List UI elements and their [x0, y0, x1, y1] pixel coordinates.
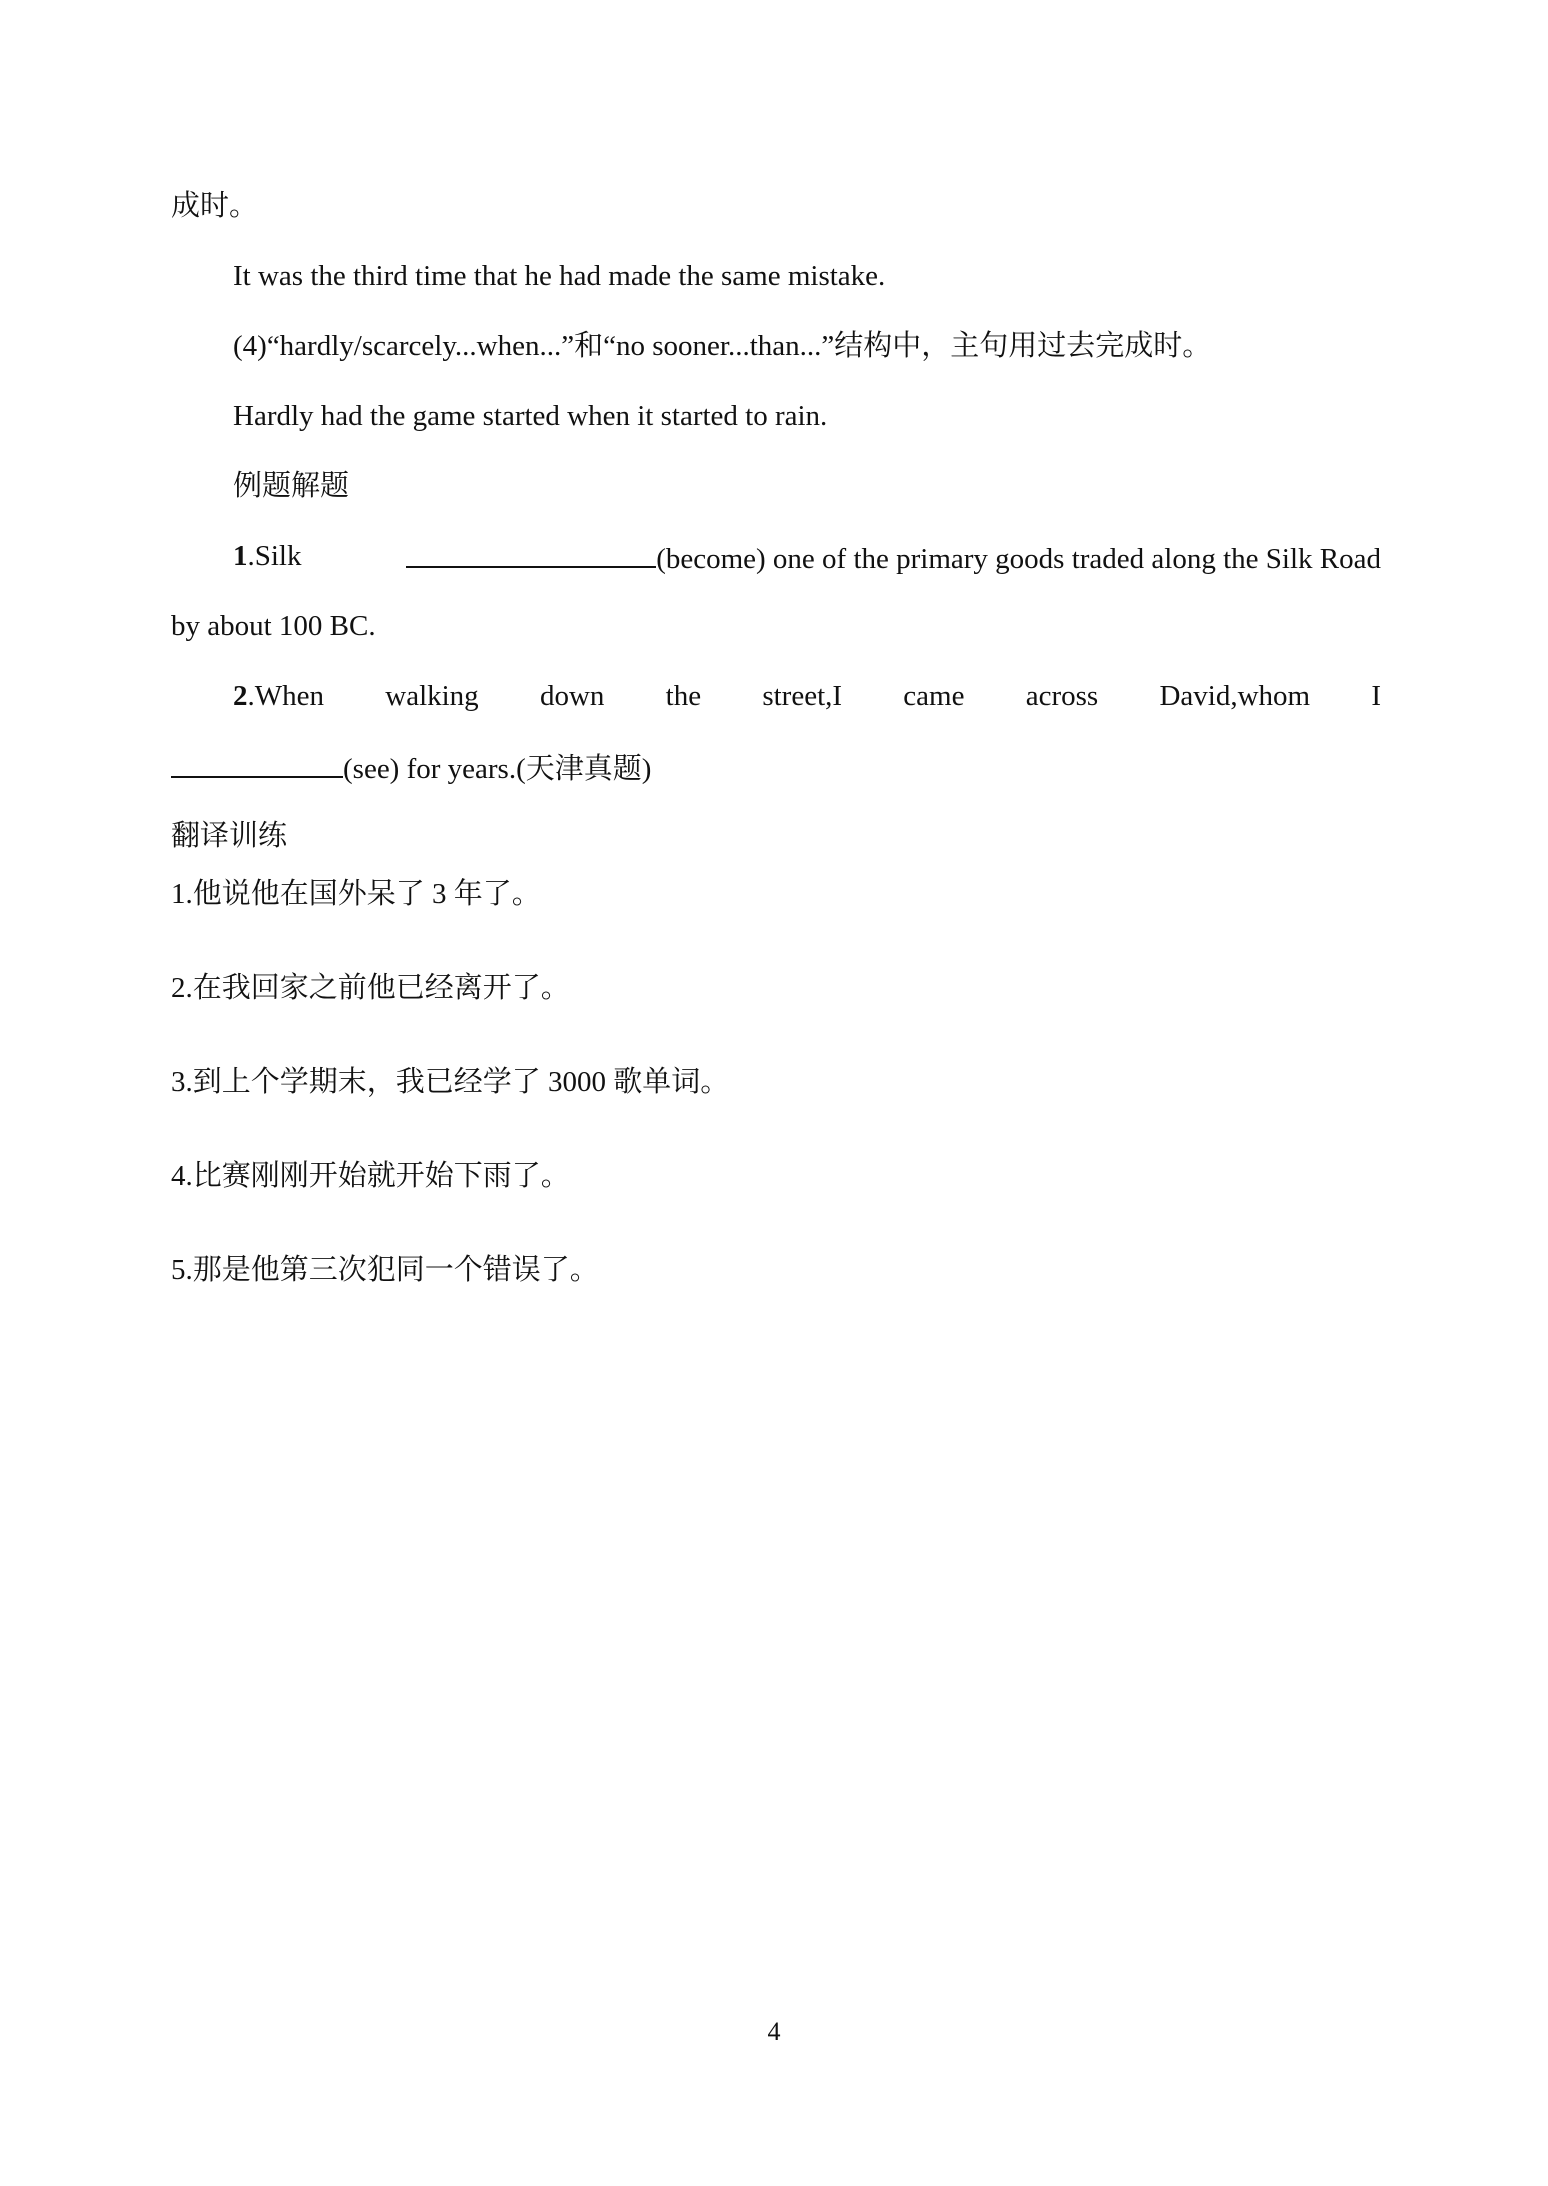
- exercise-2-lead: 2.When: [233, 680, 324, 712]
- exercise-number: 2: [233, 680, 248, 712]
- exercise-word: David,whom: [1159, 680, 1311, 712]
- example-sentence: Hardly had the game started when it started to rain.: [233, 400, 828, 432]
- exercise-word: walking: [385, 680, 479, 712]
- grammar-rule: (4)“hardly/scarcely...when...”和“no sooner...than...”结构中，主句用过去完成时。: [233, 330, 1212, 362]
- exercise-word: down: [539, 680, 605, 712]
- exercise-1-line-1: [233, 536, 1381, 579]
- exercise-1-lead: 1.Silk: [233, 540, 302, 572]
- exercise-word: street,I: [762, 680, 843, 712]
- continued-text: 成时。: [171, 190, 259, 222]
- answer-blank[interactable]: [406, 536, 656, 568]
- answer-blank[interactable]: [171, 746, 343, 778]
- exercise-word: I: [1371, 680, 1381, 712]
- section-label: 例题解题: [233, 470, 350, 502]
- exercise-2-line-1: [233, 676, 1381, 716]
- translation-item-5: 5.那是他第三次犯同一个错误了。: [171, 1254, 599, 1286]
- translation-item-2: 2.在我回家之前他已经离开了。: [171, 972, 570, 1004]
- translation-item-1: 1.他说他在国外呆了 3 年了。: [171, 878, 541, 910]
- translation-item-3: 3.到上个学期末，我已经学了 3000 歌单词。: [171, 1066, 730, 1098]
- exercise-word: the: [665, 680, 702, 712]
- example-sentence: It was the third time that he had made the same mistake.: [233, 260, 886, 292]
- translation-heading: 翻译训练: [171, 820, 288, 852]
- exercise-number: 1: [233, 540, 248, 572]
- exercise-word: came: [903, 680, 965, 712]
- exercise-2-line-2: (see) for years.(天津真题): [171, 746, 651, 789]
- exercise-1-line-2: by about 100 BC.: [171, 610, 376, 642]
- exercise-word: across: [1025, 680, 1099, 712]
- translation-item-4: 4.比赛刚刚开始就开始下雨了。: [171, 1160, 570, 1192]
- exercise-1-body: (become) one of the primary goods traded along the Silk Road: [406, 536, 1381, 579]
- page-number: 4: [767, 2017, 781, 2046]
